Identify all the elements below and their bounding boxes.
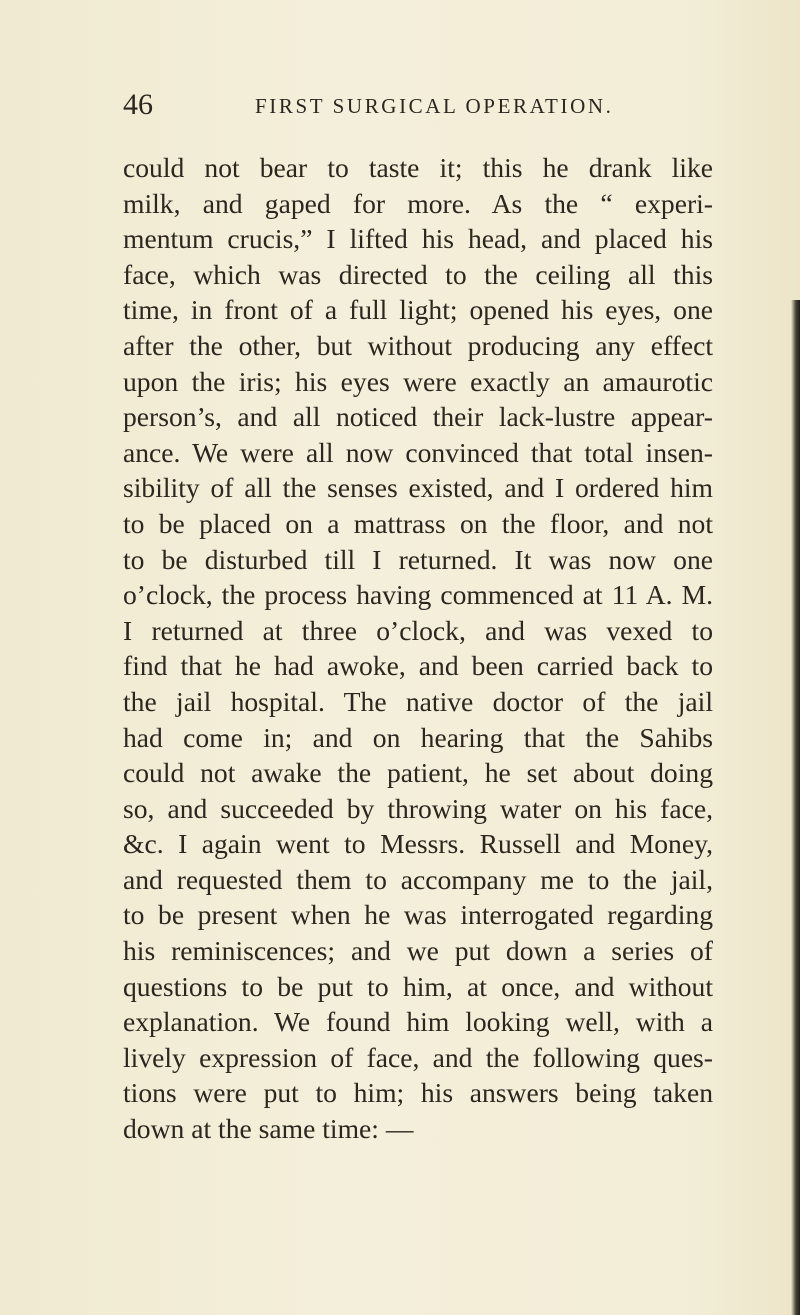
text-line: upon the iris; his eyes were exactly an amaurotic: [123, 365, 713, 397]
text-line-last: down at the same time: —: [123, 1113, 414, 1145]
text-line: after the other, but without producing any effect: [123, 329, 713, 361]
text-line: person’s, and all noticed their lack-lustre appear-: [123, 401, 713, 433]
text-line: I returned at three o’clock, and was vexed to: [123, 614, 713, 646]
text-line: explanation. We found him looking well, with a: [123, 1006, 713, 1038]
text-line: to be disturbed till I returned. It was now one: [123, 543, 713, 575]
page-number: 46: [123, 88, 153, 121]
text-line: and requested them to accompany me to the jail,: [123, 863, 713, 895]
text-line: questions to be put to him, at once, and without: [123, 970, 713, 1002]
chapter-header-title: FIRST SURGICAL OPERATION.: [255, 94, 614, 118]
text-line: the jail hospital. The native doctor of the jail: [123, 685, 713, 717]
text-line: tions were put to him; his answers being taken: [123, 1077, 713, 1109]
text-line: so, and succeeded by throwing water on his face,: [123, 792, 713, 824]
body-text: [123, 150, 713, 1147]
text-line: time, in front of a full light; opened his eyes, one: [123, 294, 713, 326]
text-line: could not awake the patient, he set about doing: [123, 757, 713, 789]
text-line: ance. We were all now convinced that total insen-: [123, 436, 713, 468]
text-line: &c. I again went to Messrs. Russell and Money,: [123, 828, 713, 860]
text-line: milk, and gaped for more. As the “ experi-: [123, 187, 713, 219]
text-line: lively expression of face, and the following ques-: [123, 1041, 713, 1073]
running-head: [123, 88, 683, 128]
text-line: sibility of all the senses existed, and I ordered him: [123, 472, 713, 504]
text-line: to be present when he was interrogated regarding: [123, 899, 713, 931]
text-line: find that he had awoke, and been carried back to: [123, 650, 713, 682]
text-line: his reminiscences; and we put down a series of: [123, 935, 713, 967]
text-line: to be placed on a mattrass on the floor, and not: [123, 507, 713, 539]
text-line: face, which was directed to the ceiling all this: [123, 258, 713, 290]
page-edge-shadow: [791, 300, 800, 1315]
text-line: o’clock, the process having commenced at 11 A. M.: [123, 579, 713, 611]
text-line: could not bear to taste it; this he drank like: [123, 152, 713, 183]
text-line: had come in; and on hearing that the Sahibs: [123, 721, 713, 753]
text-line: mentum crucis,” I lifted his head, and placed his: [123, 223, 713, 255]
